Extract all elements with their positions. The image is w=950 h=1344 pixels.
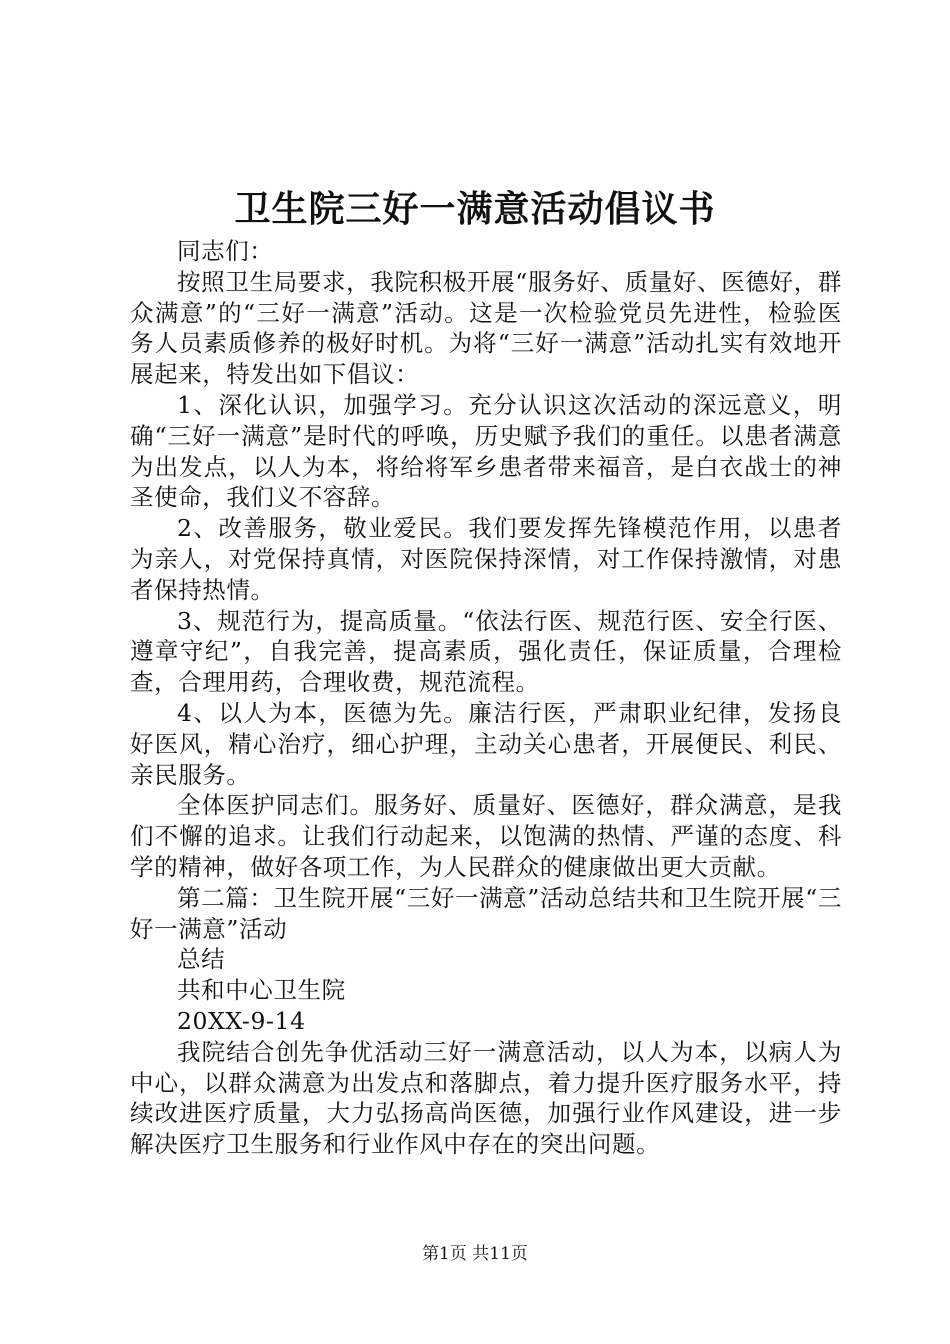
greeting: 同志们： [177,237,274,265]
section-heading: 第二篇：卫生院开展“三好一满意”活动总结共和卫生院开展“三好一满意”活动 [130,883,842,943]
short-line-summary: 总结 [177,945,226,974]
short-line-date: 20XX-9-14 [177,1006,306,1035]
document-body [130,236,842,1160]
paragraph-item-1: 1、深化认识，加强学习。充分认识这次活动的深远意义，明确“三好一满意”是时代的呼唤，历史赋予我们的重任。以患者满意为出发点，以人为本，将给将军乡患者带来福音，是白衣战士的神圣使命，我们义不容辞。 [130,390,842,512]
paragraph-item-2: 2、改善服务，敬业爱民。我们要发挥先锋模范作用，以患者为亲人，对党保持真情，对医院保持深情，对工作保持激情，对患者保持热情。 [130,514,842,604]
paragraph-item-3: 3、规范行为，提高质量。“依法行医、规范行医、安全行医、遵章守纪”，自我完善，提高素质，强化责任，保证质量，合理检查，合理用药，合理收费，规范流程。 [130,606,842,697]
page-footer: 第1页 共11页 [422,1244,528,1264]
paragraph-closing: 我院结合创先争优活动三好一满意活动，以人为本，以病人为中心，以群众满意为出发点和落脚点，着力提升医疗服务水平，持续改进医疗质量，大力弘扬高尚医德，加强行业作风建设，进一步解决医疗卫生服务和行业作风中存在的突出问题。 [130,1037,842,1159]
paragraph-conclusion: 全体医护同志们。服务好、质量好、医德好，群众满意，是我们不懈的追求。让我们行动起来，以饱满的热情、严谨的态度、科学的精神，做好各项工作，为人民群众的健康做出更大贡献。 [130,791,842,881]
paragraph-item-4: 4、以人为本，医德为先。廉洁行医，严肃职业纪律，发扬良好医风，精心治疗，细心护理，主动关心患者，开展便民、利民、亲民服务。 [130,698,842,789]
short-line-organization: 共和中心卫生院 [177,976,346,1005]
document-title: 卫生院三好一满意活动倡议书 [234,188,716,230]
paragraph-intro: 按照卫生局要求，我院积极开展“服务好、质量好、医德好，群众满意”的“三好一满意”活动。这是一次检验党员先进性，检验医务人员素质修养的极好时机。为将“三好一满意”活动扎实有效地开展起来，特发出如下倡议： [130,267,842,389]
